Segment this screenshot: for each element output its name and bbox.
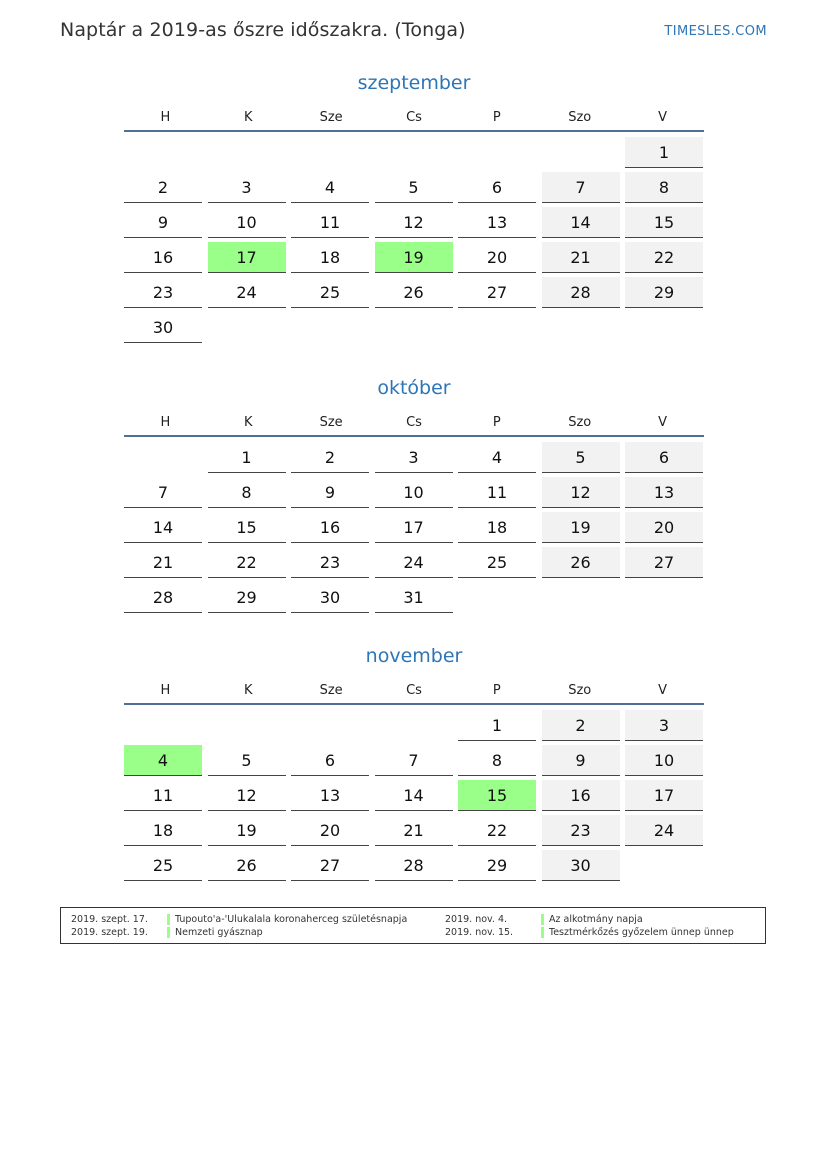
weekday-label: K <box>244 109 253 125</box>
day-cell: 4 <box>458 442 536 473</box>
weekday-label: H <box>160 682 171 698</box>
day-cell: 11 <box>291 207 369 238</box>
weekday-label: Cs <box>406 109 422 125</box>
day-cell-weekend: 21 <box>542 242 620 273</box>
day-cell: 25 <box>291 277 369 308</box>
month-title: szeptember <box>357 72 471 94</box>
day-cell: 26 <box>208 850 286 881</box>
page-title: Naptár a 2019-as őszre időszakra. (Tonga) <box>60 19 466 41</box>
day-cell-weekend: 27 <box>625 547 703 578</box>
day-grid <box>124 137 704 343</box>
legend-row <box>61 926 407 939</box>
weekday-label: Cs <box>406 414 422 430</box>
legend-holiday-name: Tupouto'a-'Ulukalala koronaherceg születésnapja <box>175 914 408 925</box>
day-cell-weekend: 29 <box>625 277 703 308</box>
day-cell: 20 <box>291 815 369 846</box>
day-cell-weekend: 10 <box>625 745 703 776</box>
legend-holiday-name: Nemzeti gyásznap <box>175 927 263 938</box>
day-cell-weekend: 30 <box>542 850 620 881</box>
day-cell-weekend: 7 <box>542 172 620 203</box>
holiday-marker <box>167 914 170 925</box>
day-cell: 14 <box>124 512 202 543</box>
day-cell-weekend: 23 <box>542 815 620 846</box>
day-cell: 30 <box>291 582 369 613</box>
day-cell: 9 <box>291 477 369 508</box>
day-cell-empty <box>124 710 202 741</box>
day-cell: 17 <box>375 512 453 543</box>
day-cell: 23 <box>124 277 202 308</box>
legend-column-right <box>435 913 734 939</box>
legend-holiday-name: Az alkotmány napja <box>549 914 643 925</box>
holiday-marker <box>541 914 544 925</box>
day-cell: 30 <box>124 312 202 343</box>
day-cell: 20 <box>458 242 536 273</box>
day-cell-weekend: 16 <box>542 780 620 811</box>
day-cell-weekend: 15 <box>625 207 703 238</box>
day-cell: 14 <box>375 780 453 811</box>
day-cell: 8 <box>208 477 286 508</box>
day-cell: 16 <box>124 242 202 273</box>
day-cell: 10 <box>375 477 453 508</box>
day-cell: 6 <box>291 745 369 776</box>
day-cell: 19 <box>208 815 286 846</box>
weekday-label: V <box>658 414 668 430</box>
weekday-label: H <box>160 109 171 125</box>
weekday-label: Szo <box>568 414 592 430</box>
weekday-label: Sze <box>319 682 343 698</box>
day-cell-holiday: 15 <box>458 780 536 811</box>
day-cell: 18 <box>458 512 536 543</box>
weekday-label: H <box>160 414 171 430</box>
day-cell: 1 <box>458 710 536 741</box>
day-cell-empty <box>375 137 453 168</box>
day-cell: 24 <box>375 547 453 578</box>
weekday-label: P <box>492 414 501 430</box>
day-cell: 18 <box>291 242 369 273</box>
day-cell-weekend: 13 <box>625 477 703 508</box>
day-cell-holiday: 17 <box>208 242 286 273</box>
day-cell: 21 <box>375 815 453 846</box>
day-cell-weekend: 19 <box>542 512 620 543</box>
day-cell-weekend: 5 <box>542 442 620 473</box>
day-cell-weekend: 9 <box>542 745 620 776</box>
day-cell: 8 <box>458 745 536 776</box>
legend-row <box>435 913 734 926</box>
day-cell-holiday: 4 <box>124 745 202 776</box>
day-cell: 16 <box>291 512 369 543</box>
month-october <box>124 375 704 613</box>
day-cell: 4 <box>291 172 369 203</box>
day-cell: 29 <box>208 582 286 613</box>
day-cell: 12 <box>208 780 286 811</box>
legend-date: 2019. szept. 19. <box>71 927 148 938</box>
legend-column-left <box>61 913 407 939</box>
weekday-label: P <box>492 682 501 698</box>
day-cell-empty <box>458 137 536 168</box>
day-cell: 5 <box>208 745 286 776</box>
day-cell-weekend: 26 <box>542 547 620 578</box>
day-cell-weekend: 22 <box>625 242 703 273</box>
day-cell: 12 <box>375 207 453 238</box>
day-cell: 1 <box>208 442 286 473</box>
day-cell: 10 <box>208 207 286 238</box>
weekday-label: K <box>244 414 253 430</box>
day-cell: 3 <box>208 172 286 203</box>
month-september <box>124 70 704 343</box>
day-cell: 7 <box>124 477 202 508</box>
day-grid <box>124 442 704 613</box>
day-cell: 26 <box>375 277 453 308</box>
legend-date: 2019. nov. 15. <box>445 927 514 938</box>
legend-date: 2019. nov. 4. <box>445 914 508 925</box>
day-cell-empty <box>208 710 286 741</box>
day-cell: 21 <box>124 547 202 578</box>
day-cell-weekend: 28 <box>542 277 620 308</box>
day-cell-weekend: 6 <box>625 442 703 473</box>
day-cell: 11 <box>124 780 202 811</box>
day-cell-empty <box>291 137 369 168</box>
day-cell: 31 <box>375 582 453 613</box>
weekday-label: Szo <box>568 109 592 125</box>
weekday-header <box>124 104 704 132</box>
weekday-label: Sze <box>319 109 343 125</box>
day-cell-weekend: 12 <box>542 477 620 508</box>
day-cell: 24 <box>208 277 286 308</box>
month-title: november <box>365 645 463 667</box>
day-cell: 3 <box>375 442 453 473</box>
weekday-label: Szo <box>568 682 592 698</box>
weekday-label: K <box>244 682 253 698</box>
day-cell: 6 <box>458 172 536 203</box>
day-cell-holiday: 19 <box>375 242 453 273</box>
day-cell: 22 <box>458 815 536 846</box>
day-cell: 13 <box>458 207 536 238</box>
day-cell: 18 <box>124 815 202 846</box>
day-cell: 2 <box>291 442 369 473</box>
day-cell: 9 <box>124 207 202 238</box>
weekday-label: P <box>492 109 501 125</box>
day-cell-weekend: 14 <box>542 207 620 238</box>
holiday-legend <box>60 907 766 944</box>
legend-row <box>61 913 407 926</box>
day-cell-empty <box>124 442 202 473</box>
day-cell: 5 <box>375 172 453 203</box>
day-cell: 29 <box>458 850 536 881</box>
day-cell: 27 <box>291 850 369 881</box>
day-cell: 7 <box>375 745 453 776</box>
day-cell: 11 <box>458 477 536 508</box>
day-cell: 25 <box>124 850 202 881</box>
day-cell: 15 <box>208 512 286 543</box>
day-cell: 25 <box>458 547 536 578</box>
weekday-label: V <box>658 109 668 125</box>
day-cell-weekend: 20 <box>625 512 703 543</box>
day-cell-weekend: 3 <box>625 710 703 741</box>
weekday-header <box>124 677 704 705</box>
day-cell-empty <box>542 137 620 168</box>
weekday-header <box>124 409 704 437</box>
weekday-label: V <box>658 682 668 698</box>
legend-row <box>435 926 734 939</box>
weekday-label: Sze <box>319 414 343 430</box>
month-november <box>124 643 704 881</box>
day-cell: 22 <box>208 547 286 578</box>
day-cell: 23 <box>291 547 369 578</box>
day-cell-weekend: 1 <box>625 137 703 168</box>
day-cell: 13 <box>291 780 369 811</box>
day-cell: 28 <box>124 582 202 613</box>
day-grid <box>124 710 704 881</box>
day-cell-weekend: 8 <box>625 172 703 203</box>
day-cell-empty <box>208 137 286 168</box>
day-cell-empty <box>124 137 202 168</box>
day-cell-weekend: 2 <box>542 710 620 741</box>
legend-date: 2019. szept. 17. <box>71 914 148 925</box>
day-cell-empty <box>291 710 369 741</box>
legend-holiday-name: Tesztmérkőzés győzelem ünnep ünnep <box>549 927 734 938</box>
day-cell: 28 <box>375 850 453 881</box>
month-title: október <box>377 377 451 399</box>
holiday-marker <box>541 927 544 938</box>
day-cell: 2 <box>124 172 202 203</box>
day-cell-weekend: 24 <box>625 815 703 846</box>
day-cell-empty <box>375 710 453 741</box>
day-cell: 27 <box>458 277 536 308</box>
weekday-label: Cs <box>406 682 422 698</box>
brand-link[interactable]: TIMESLES.COM <box>664 24 767 39</box>
holiday-marker <box>167 927 170 938</box>
day-cell-weekend: 17 <box>625 780 703 811</box>
